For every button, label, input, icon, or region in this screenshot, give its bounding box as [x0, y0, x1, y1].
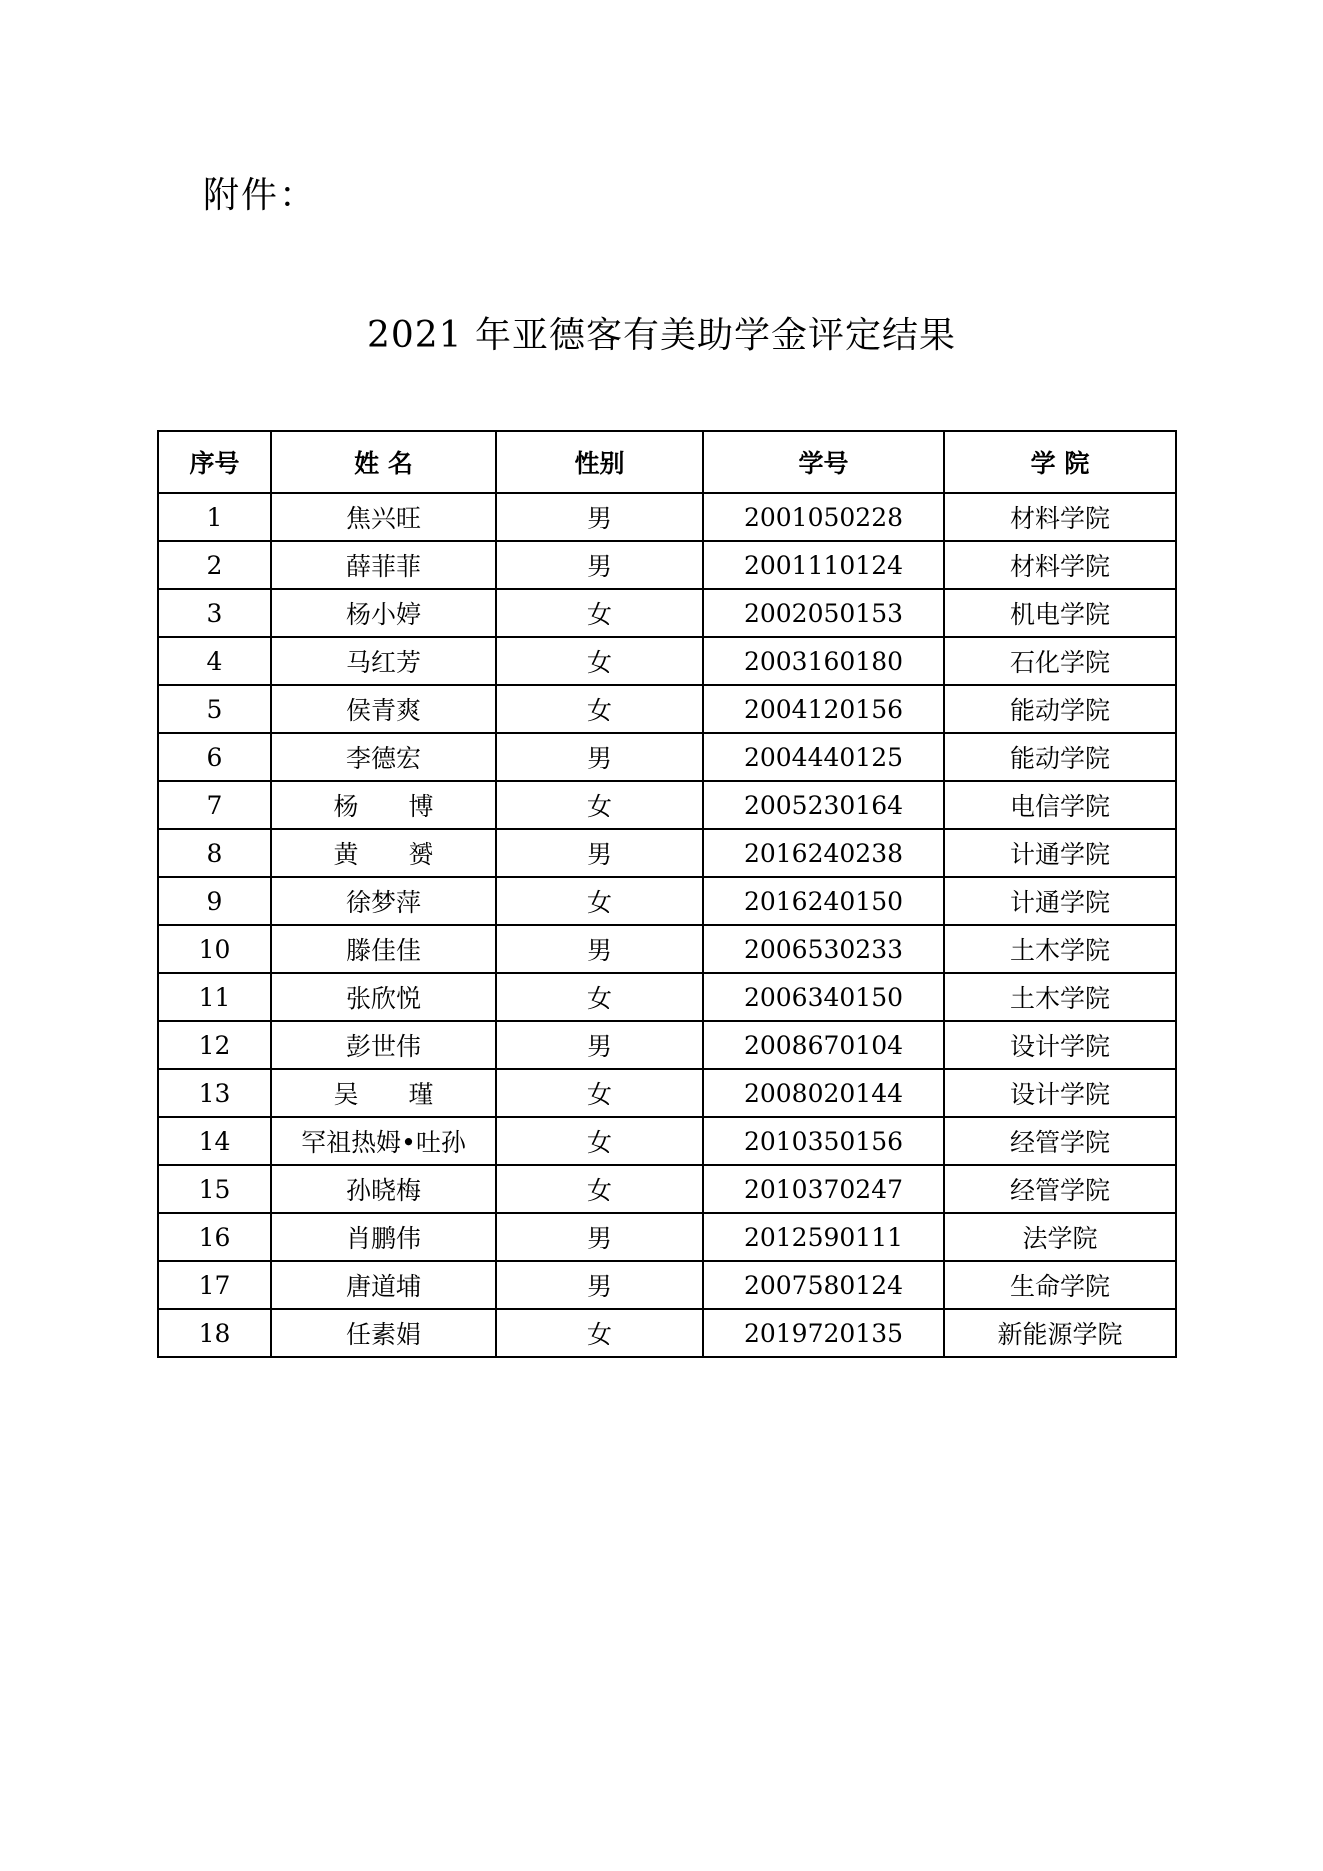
header-college: 学 院 — [944, 431, 1176, 493]
cell-seq: 12 — [158, 1021, 271, 1069]
cell-college: 能动学院 — [944, 733, 1176, 781]
cell-seq: 18 — [158, 1309, 271, 1357]
cell-college: 生命学院 — [944, 1261, 1176, 1309]
cell-name: 薛菲菲 — [271, 541, 496, 589]
table-body — [158, 493, 1176, 1357]
cell-gender: 男 — [496, 1213, 703, 1261]
table-row — [158, 733, 1176, 781]
document-title: 2021 年亚德客有美助学金评定结果 — [366, 315, 957, 356]
results-table — [157, 430, 1177, 1358]
table-row — [158, 637, 1176, 685]
cell-college: 机电学院 — [944, 589, 1176, 637]
header-seq: 序号 — [158, 431, 271, 493]
table-row — [158, 1261, 1176, 1309]
cell-seq: 15 — [158, 1165, 271, 1213]
cell-seq: 2 — [158, 541, 271, 589]
cell-college: 计通学院 — [944, 877, 1176, 925]
cell-student-id: 2006340150 — [703, 973, 944, 1021]
cell-college: 材料学院 — [944, 493, 1176, 541]
table-row — [158, 925, 1176, 973]
cell-student-id: 2008020144 — [703, 1069, 944, 1117]
cell-seq: 5 — [158, 685, 271, 733]
cell-college: 材料学院 — [944, 541, 1176, 589]
table-row — [158, 1165, 1176, 1213]
cell-name: 侯青爽 — [271, 685, 496, 733]
cell-student-id: 2012590111 — [703, 1213, 944, 1261]
cell-gender: 男 — [496, 733, 703, 781]
cell-name: 罕祖热姆•吐孙 — [271, 1117, 496, 1165]
cell-college: 新能源学院 — [944, 1309, 1176, 1357]
cell-gender: 男 — [496, 925, 703, 973]
cell-college: 土木学院 — [944, 973, 1176, 1021]
cell-student-id: 2004440125 — [703, 733, 944, 781]
cell-student-id: 2001050228 — [703, 493, 944, 541]
cell-gender: 女 — [496, 589, 703, 637]
cell-gender: 男 — [496, 541, 703, 589]
cell-name: 徐梦萍 — [271, 877, 496, 925]
cell-college: 能动学院 — [944, 685, 1176, 733]
table-row — [158, 1117, 1176, 1165]
cell-name: 唐道埔 — [271, 1261, 496, 1309]
cell-name: 李德宏 — [271, 733, 496, 781]
cell-seq: 17 — [158, 1261, 271, 1309]
cell-college: 电信学院 — [944, 781, 1176, 829]
cell-seq: 11 — [158, 973, 271, 1021]
table-row — [158, 493, 1176, 541]
cell-student-id: 2010350156 — [703, 1117, 944, 1165]
cell-name: 彭世伟 — [271, 1021, 496, 1069]
cell-seq: 7 — [158, 781, 271, 829]
cell-gender: 男 — [496, 829, 703, 877]
cell-student-id: 2010370247 — [703, 1165, 944, 1213]
cell-student-id: 2003160180 — [703, 637, 944, 685]
cell-gender: 女 — [496, 781, 703, 829]
cell-college: 计通学院 — [944, 829, 1176, 877]
cell-gender: 男 — [496, 1261, 703, 1309]
cell-name: 肖鹏伟 — [271, 1213, 496, 1261]
table-row — [158, 1069, 1176, 1117]
table-row — [158, 877, 1176, 925]
cell-college: 设计学院 — [944, 1069, 1176, 1117]
cell-college: 经管学院 — [944, 1165, 1176, 1213]
header-student-id: 学号 — [703, 431, 944, 493]
cell-college: 经管学院 — [944, 1117, 1176, 1165]
cell-college: 法学院 — [944, 1213, 1176, 1261]
cell-student-id: 2002050153 — [703, 589, 944, 637]
cell-gender: 女 — [496, 685, 703, 733]
cell-gender: 女 — [496, 1165, 703, 1213]
table-row — [158, 1309, 1176, 1357]
cell-seq: 16 — [158, 1213, 271, 1261]
cell-name: 吴 瑾 — [271, 1069, 496, 1117]
table-row — [158, 829, 1176, 877]
cell-college: 石化学院 — [944, 637, 1176, 685]
cell-name: 张欣悦 — [271, 973, 496, 1021]
cell-seq: 13 — [158, 1069, 271, 1117]
cell-seq: 9 — [158, 877, 271, 925]
cell-gender: 男 — [496, 1021, 703, 1069]
cell-gender: 男 — [496, 493, 703, 541]
table-row — [158, 781, 1176, 829]
cell-name: 滕佳佳 — [271, 925, 496, 973]
cell-seq: 8 — [158, 829, 271, 877]
cell-seq: 10 — [158, 925, 271, 973]
cell-name: 杨小婷 — [271, 589, 496, 637]
cell-gender: 女 — [496, 877, 703, 925]
table-row — [158, 973, 1176, 1021]
cell-name: 任素娟 — [271, 1309, 496, 1357]
cell-name: 马红芳 — [271, 637, 496, 685]
cell-seq: 3 — [158, 589, 271, 637]
cell-student-id: 2004120156 — [703, 685, 944, 733]
cell-student-id: 2006530233 — [703, 925, 944, 973]
table-row — [158, 1021, 1176, 1069]
table-row — [158, 685, 1176, 733]
header-gender: 性别 — [496, 431, 703, 493]
cell-student-id: 2019720135 — [703, 1309, 944, 1357]
cell-student-id: 2007580124 — [703, 1261, 944, 1309]
cell-student-id: 2008670104 — [703, 1021, 944, 1069]
cell-college: 土木学院 — [944, 925, 1176, 973]
cell-seq: 4 — [158, 637, 271, 685]
table-row — [158, 1213, 1176, 1261]
attachment-label: 附件： — [203, 175, 318, 216]
cell-seq: 14 — [158, 1117, 271, 1165]
cell-gender: 女 — [496, 1069, 703, 1117]
cell-seq: 6 — [158, 733, 271, 781]
table-row — [158, 589, 1176, 637]
cell-name: 焦兴旺 — [271, 493, 496, 541]
cell-seq: 1 — [158, 493, 271, 541]
cell-gender: 女 — [496, 1309, 703, 1357]
cell-gender: 女 — [496, 1117, 703, 1165]
table-header-row — [158, 431, 1176, 493]
cell-student-id: 2016240150 — [703, 877, 944, 925]
cell-student-id: 2005230164 — [703, 781, 944, 829]
cell-gender: 女 — [496, 973, 703, 1021]
cell-name: 孙晓梅 — [271, 1165, 496, 1213]
cell-student-id: 2001110124 — [703, 541, 944, 589]
cell-name: 杨 博 — [271, 781, 496, 829]
cell-gender: 女 — [496, 637, 703, 685]
header-name: 姓 名 — [271, 431, 496, 493]
cell-student-id: 2016240238 — [703, 829, 944, 877]
cell-name: 黄 赟 — [271, 829, 496, 877]
cell-college: 设计学院 — [944, 1021, 1176, 1069]
table-row — [158, 541, 1176, 589]
